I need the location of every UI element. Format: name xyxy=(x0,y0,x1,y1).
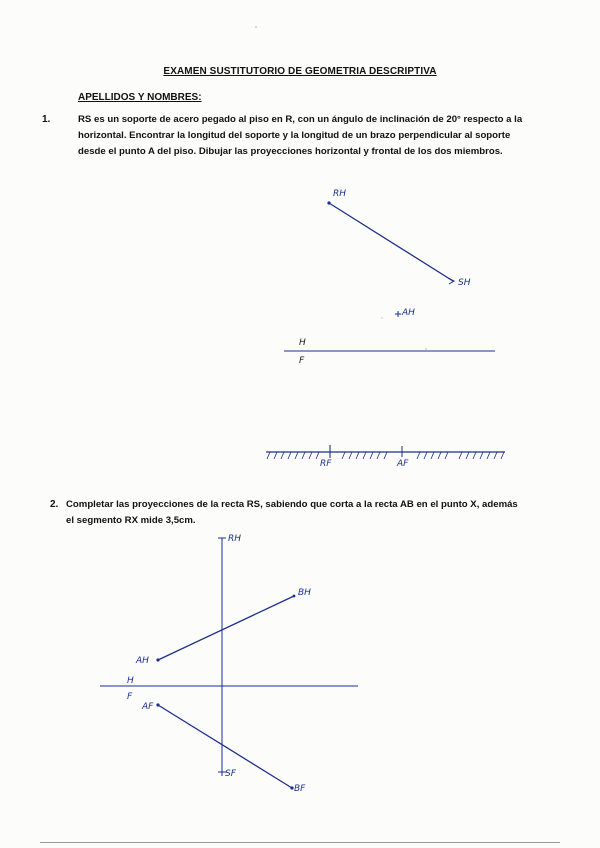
fig1-label-sh: SH xyxy=(458,278,471,288)
question-2-line-1: Completar las proyecciones de la recta RS, sabiendo que corta a la recta AB en el punto X, además xyxy=(66,499,518,510)
fig2-label-h: H xyxy=(127,676,134,686)
fig1-label-ah: AH xyxy=(402,308,415,318)
fig2-label-bf: BF xyxy=(294,784,306,794)
fig1-label-rf: RF xyxy=(320,459,332,469)
question-1-number: 1. xyxy=(42,114,51,125)
fig2-point-af xyxy=(156,703,159,706)
fig2-label-rh: RH xyxy=(228,534,242,544)
fig2-label-ah: AH xyxy=(136,656,149,666)
question-2-line-2: el segmento RX mide 3,5cm. xyxy=(66,515,196,526)
fig1-point-ah xyxy=(395,311,401,317)
fig2-point-bh xyxy=(293,595,296,598)
question-1-line-3: desde el punto A del piso. Dibujar las proyecciones horizontal y frontal de los dos miembros. xyxy=(78,146,503,157)
figure-2 xyxy=(100,534,358,794)
fig2-label-f: F xyxy=(127,692,133,702)
page-bottom-edge xyxy=(40,842,560,843)
fig2-label-af: AF xyxy=(142,702,154,712)
fig1-line-rs-horizontal xyxy=(329,203,453,281)
fig1-label-rh: RH xyxy=(333,189,347,199)
fig1-point-rh xyxy=(327,201,330,204)
question-2-number: 2. xyxy=(50,499,59,510)
fig1-label-af: AF xyxy=(397,459,409,469)
fig1-floor-hatching xyxy=(267,452,504,459)
fig1-label-f: F xyxy=(299,356,305,366)
fig2-line-ab-horizontal xyxy=(158,596,294,660)
fig2-label-sf: SF xyxy=(225,769,236,779)
names-label: APELLIDOS Y NOMBRES: xyxy=(78,92,202,103)
figure-1 xyxy=(266,189,505,469)
fig2-label-bh: BH xyxy=(298,588,311,598)
exam-title: EXAMEN SUSTITUTORIO DE GEOMETRIA DESCRIPTIVA xyxy=(163,66,437,77)
fig2-point-ah xyxy=(156,658,159,661)
fig1-point-sh-mark xyxy=(448,278,454,284)
fig1-label-h: H xyxy=(299,338,306,348)
question-1-line-2: horizontal. Encontrar la longitud del soporte y la longitud de un brazo perpendicular al soporte xyxy=(78,130,511,141)
question-1-line-1: RS es un soporte de acero pegado al piso en R, con un ángulo de inclinación de 20° respecto a la xyxy=(78,114,523,125)
scan-specks xyxy=(255,26,426,349)
